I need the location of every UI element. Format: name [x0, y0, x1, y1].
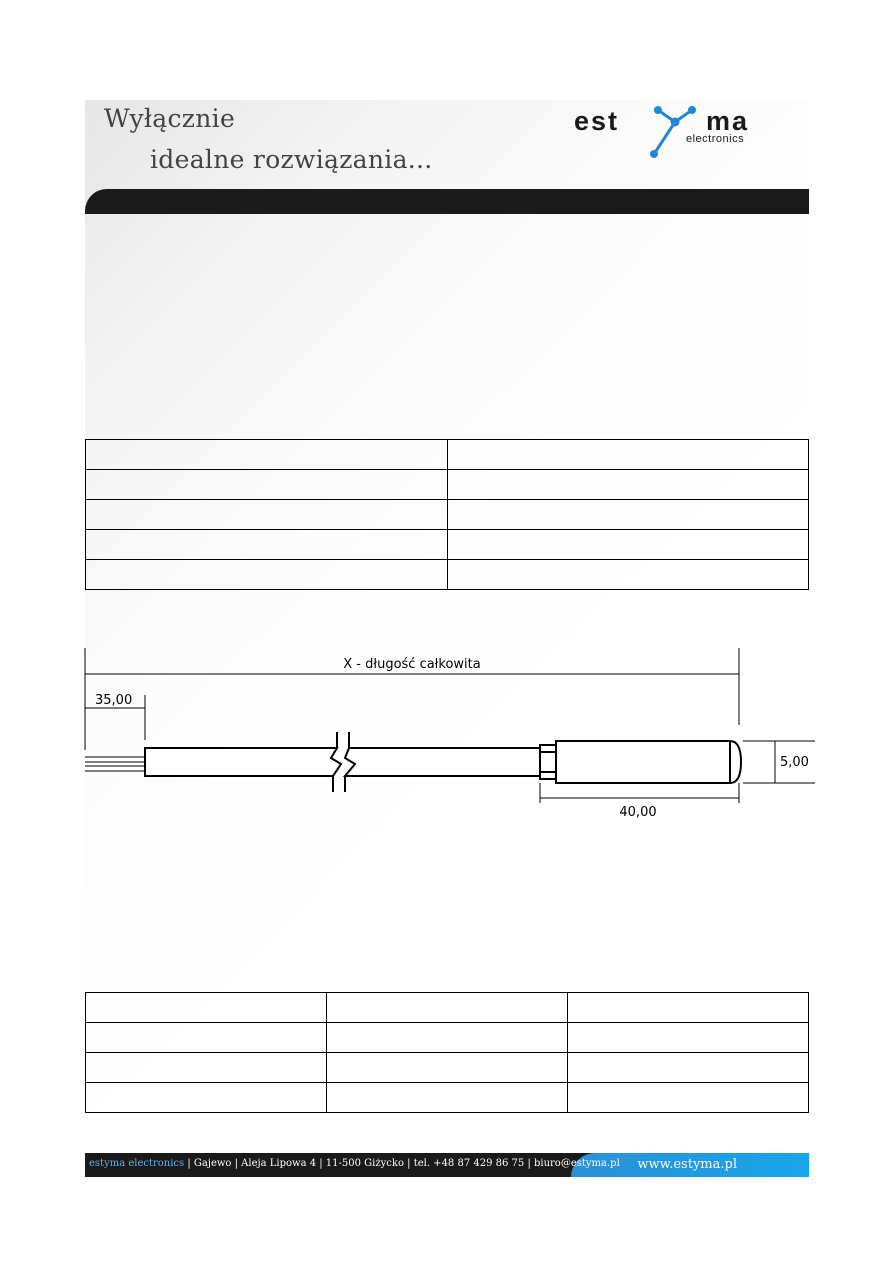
footer-contact-text: | Gajewo | Aleja Lipowa 4 | 11-500 Giżycko | tel. +48 87 429 86 75 | biuro@estyma.pl: [187, 1158, 620, 1169]
footer-brand: estyma electronics: [89, 1158, 185, 1169]
slogan-line-1: Wyłącznie: [104, 104, 236, 133]
table-row: [86, 440, 809, 470]
spec-table: [85, 439, 809, 590]
footer-website-link[interactable]: www.estyma.pl: [637, 1157, 737, 1172]
table-row: [86, 1083, 809, 1113]
diameter-label: 5,00: [780, 755, 809, 770]
svg-text:ma: ma: [706, 106, 750, 136]
svg-text:est: est: [574, 106, 620, 136]
table-row: [86, 993, 809, 1023]
sensor-drawing: [75, 640, 815, 830]
table-row: [86, 560, 809, 590]
table-row: [86, 470, 809, 500]
estyma-logo: [574, 100, 784, 162]
table-row: [86, 1023, 809, 1053]
slogan-line-2: idealne rozwiązania...: [150, 145, 433, 174]
table-row: [86, 530, 809, 560]
wire-length-label: 35,00: [95, 693, 133, 708]
header-bar: [85, 189, 809, 214]
sleeve-length-label: 40,00: [619, 805, 657, 820]
table-row: [86, 1053, 809, 1083]
footer-bar: [85, 1153, 809, 1177]
footer-contact: [89, 1158, 620, 1169]
table-row: [86, 500, 809, 530]
total-length-label: X - długość całkowita: [343, 657, 481, 672]
logo-subtitle: electronics: [686, 133, 745, 145]
variants-table: [85, 992, 809, 1113]
